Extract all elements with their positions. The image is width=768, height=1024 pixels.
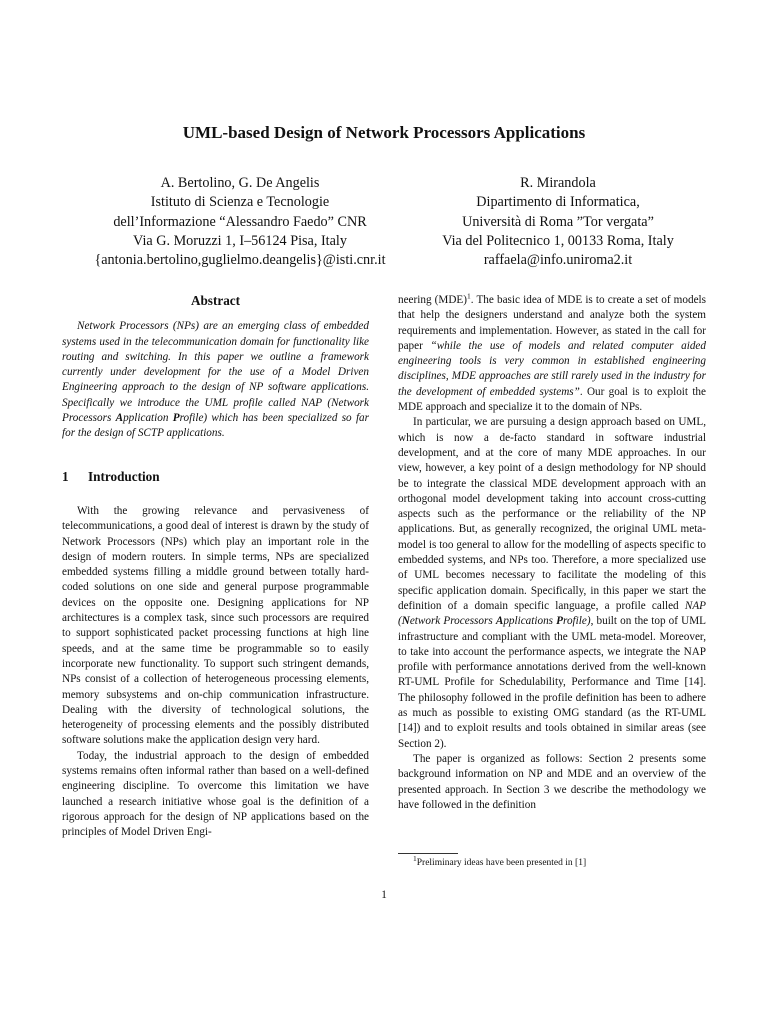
intro-paragraph: Today, the industrial approach to the design of embedded systems remains often informal rather than based on a well-defined engineering discipline. To overcome this limitation we have launched a research initiative whose goal is the definition of a rigorous approach for the design of NP applications based on the principles of Model Driven Engi- (62, 749, 369, 839)
left-column (62, 290, 369, 841)
body-paragraph: In particular, we are pursuing a design approach based on UML, which is now a de-facto standard in software industrial development, and at the core of many MDE approaches. In our view, however, a key point of a design methodology for NP should be to integrate the classical MDE development approach with an orthogonal model development taking into account cross-cutting aspects such as the performance or the reliability of the NP applications. But, as generally recognized, the original UML meta-model is too general to allow for the modelling of aspects specific to embedded systems, and NPs too. Therefore, a more specialized use of UML becomes necessary to facilitate the modeling of this specific application domain. Specifically, in this paper we start the definition of a domain specific language, a profile called NAP (Network Processors Applications Profile), built on the top of UML infrastructure and compliant with the UML meta-model. Moreover, to take into account the performance aspects, we integrate the NAP profile with performance annotations derived from the well-known RT-UML Profile for Schedulability, Performance and Time [14]. The philosophy followed in the profile definition has been to adhere as much as possible to existing OMG standard (as the RT-UML [14]) and to exploit results and tools obtained in similar areas (see Section 2). (398, 416, 706, 750)
authors-right (398, 174, 718, 270)
author-names-left: A. Bertolino, G. De Angelis (160, 175, 320, 191)
affiliation-line: Istituto di Scienza e Tecnologie (150, 194, 330, 211)
address-line: Via G. Moruzzi 1, I–56124 Pisa, Italy (133, 232, 347, 249)
footnote-rule (398, 853, 458, 854)
body-paragraph: neering (MDE)$^1$. The basic idea of MDE is to create a set of models that help the designers understand and analyze both the system requirements and implementation. However, as stated in the call for paper “while the use of models and related computer aided engineering tools is very common in established engineering disciplines, MDE approaches are still rarely used in the industry for the development of embedded systems”. Our goal is to exploit the MDE approach and specialize it to the domain of NPs. (398, 291, 706, 414)
email-line: {antonia.bertolino,guglielmo.deangelis}@isti.cnr.it (94, 252, 386, 269)
abstract-heading: Abstract (190, 293, 241, 308)
address-line: Via del Politecnico 1, 00133 Roma, Italy (442, 232, 674, 249)
body-paragraph: The paper is organized as follows: Section 2 presents some background information on NP and MDE and an overview of the presented approach. In Section 3 we describe the methodology we have followed in the definition (398, 752, 706, 811)
right-column (398, 293, 706, 813)
author-names-right: R. Mirandola (520, 175, 596, 191)
intro-paragraph: With the growing relevance and pervasiveness of telecommunications, a good deal of interest is drawn by the study of Network Processors (NPs) which play an important role in the design of modern routers. In simple terms, NPs are specialized embedded systems filling a middle ground between totally hard-coded solutions on one side and general purpose programmable devices on the opposite one. Designing applications for NP architectures is a complex task, since such processors are required to support sophisticated packet processing functions at high line speeds, and at the same time be programmable so to easily incorporate new functionality. To support such stringent demands, NPs consist of a collection of heterogeneous processing elements, memory subsystems and on-chip communication infrastructure. Dealing with the diversity of technological solutions, the heterogeneity of processing elements and the possibly distributed software solutions make the application design very hard. (62, 504, 369, 747)
abstract-text: Network Processors (NPs) are an emerging class of embedded systems used in the telecommunication domain for functionality like routing and switching. In this paper we outline a framework currently under development for the use of a Model Driven Engineering approach to the design of NP software applications. Specifically we introduce the UML profile called NAP (Network Processors Application Profile) which has been specialized so far for the design of SCTP applications. (62, 320, 369, 440)
footnote-ref: 1 (467, 291, 471, 301)
page-number: 1 (381, 889, 387, 901)
authors-left (40, 174, 440, 270)
footnote: $^1$Preliminary ideas have been presented in [1] (413, 853, 587, 868)
email-line: raffaela@info.uniroma2.it (483, 252, 633, 269)
section-heading-introduction: 1 Introduction (62, 468, 160, 484)
paper-title: UML-based Design of Network Processors Applications (182, 123, 586, 142)
affiliation-line: Università di Roma ”Tor vergata” (462, 213, 654, 230)
affiliation-line: Dipartimento di Informatica, (476, 194, 640, 211)
affiliation-line: dell’Informazione “Alessandro Faedo” CNR (113, 213, 367, 230)
